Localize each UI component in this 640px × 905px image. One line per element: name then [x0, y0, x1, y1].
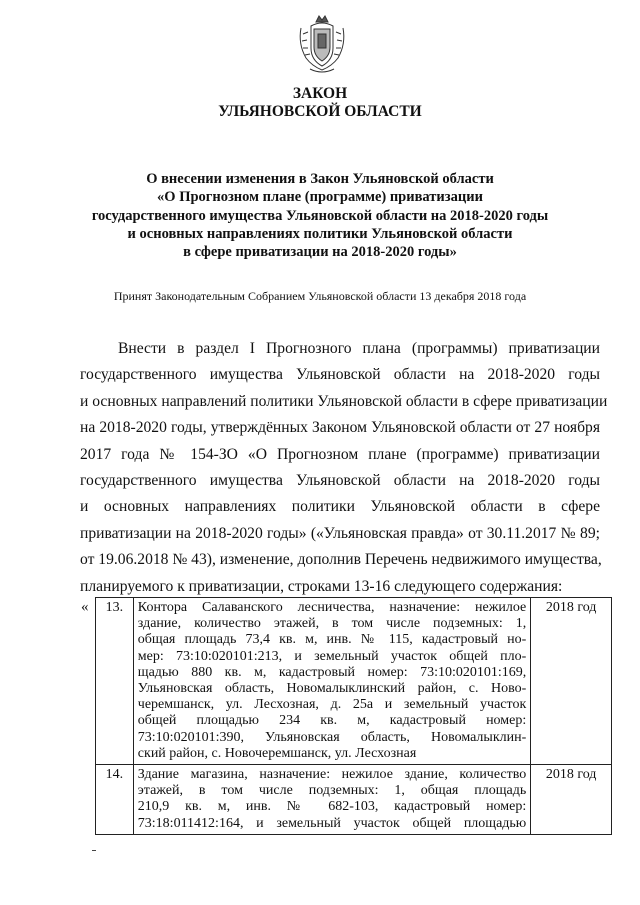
- row-number: 13.: [96, 598, 134, 765]
- description-line: здание, количество этажей, в том числе подземных: 1,: [137, 616, 527, 632]
- body-line: и основных направлений политики Ульяновской области в сфере приватизации: [80, 392, 608, 410]
- open-quote: «: [81, 599, 89, 615]
- description-line: мер: 73:10:020101:213, и земельный участок общей пло-: [137, 648, 527, 664]
- description-line: ский район, с. Новочеремшанск, ул. Лесхозная: [137, 745, 417, 761]
- body-line: на 2018-2020 годы, утверждённых Законом Ульяновской области от 27 ноября: [80, 419, 600, 437]
- law-title: ЗАКОН: [292, 85, 348, 102]
- body-line: от 19.06.2018 № 43), изменение, дополнив Перечень недвижимого имущества,: [80, 551, 602, 569]
- body-line: государственного имущества Ульяновской области на 2018-2020 годы: [80, 366, 600, 384]
- law-subject: [60, 170, 580, 261]
- body-line: государственного имущества Ульяновской области на 2018-2020 годы: [80, 472, 600, 490]
- table-row: [96, 598, 612, 765]
- description-line: Здание магазина, назначение: нежилое здание, количество: [137, 767, 527, 783]
- row-year: 2018 год: [531, 598, 612, 765]
- subject-line: и основных направлениях политики Ульяновской области: [127, 225, 513, 242]
- description-line: 73:10:020101:390, Ульяновская область, Новомалыклин-: [137, 729, 527, 745]
- row-year: 2018 год: [531, 765, 612, 835]
- row-description: [133, 765, 530, 835]
- description-line: Ульяновская область, Новомалыклинский район, с. Ново-: [137, 681, 527, 697]
- page-mark: [92, 850, 96, 851]
- description-line: черемшанск, ул. Лесхозная, д. 25а и земельный участок: [137, 697, 527, 713]
- description-line: общая площадь 73,4 кв. м, инв. № 115, кадастровый но-: [137, 632, 527, 648]
- subject-line: «О Прогнозном плане (программе) приватизации: [157, 189, 483, 206]
- adoption-note: Принят Законодательным Собранием Ульяновской области 13 декабря 2018 года: [113, 289, 527, 303]
- privatization-table: [95, 597, 612, 835]
- body-line: планируемого к приватизации, строками 13-16 следующего содержания:: [80, 577, 563, 595]
- subject-line: государственного имущества Ульяновской области на 2018-2020 годы: [91, 207, 549, 224]
- coat-of-arms-emblem: [296, 14, 348, 76]
- row-description: [133, 598, 530, 765]
- row-number: 14.: [96, 765, 134, 835]
- description-line: Контора Салаванского лесничества, назначение: нежилое: [137, 600, 527, 615]
- body-line: и основных направлениях политики Ульяновской области в сфере: [80, 498, 600, 516]
- subject-line: О внесении изменения в Закон Ульяновской области: [146, 171, 494, 187]
- region-title: УЛЬЯНОВСКОЙ ОБЛАСТИ: [218, 103, 422, 120]
- description-line: общей площадью 234 кв. м, кадастровый номер:: [137, 713, 527, 729]
- body-line: Внести в раздел I Прогнозного плана (программы) приватизации: [118, 340, 600, 357]
- description-line: этажей, в том числе подземных: 1, общая площадь: [137, 783, 527, 799]
- table-row: [96, 765, 612, 835]
- description-line: щадью 880 кв. м, кадастровый номер: 73:10:020101:169,: [137, 664, 527, 680]
- description-line: 73:18:011412:164, и земельный участок общей площадью: [137, 815, 527, 831]
- body-paragraph: [80, 336, 608, 600]
- body-line: приватизации на 2018-2020 годы» («Ульяновская правда» от 30.11.2017 № 89;: [80, 524, 600, 542]
- subject-line: в сфере приватизации на 2018-2020 годы»: [183, 244, 457, 261]
- description-line: 210,9 кв. м, инв. № 682-103, кадастровый номер:: [137, 799, 527, 815]
- body-line: 2017 года № 154-ЗО «О Прогнозном плане (программе) приватизации: [80, 445, 600, 463]
